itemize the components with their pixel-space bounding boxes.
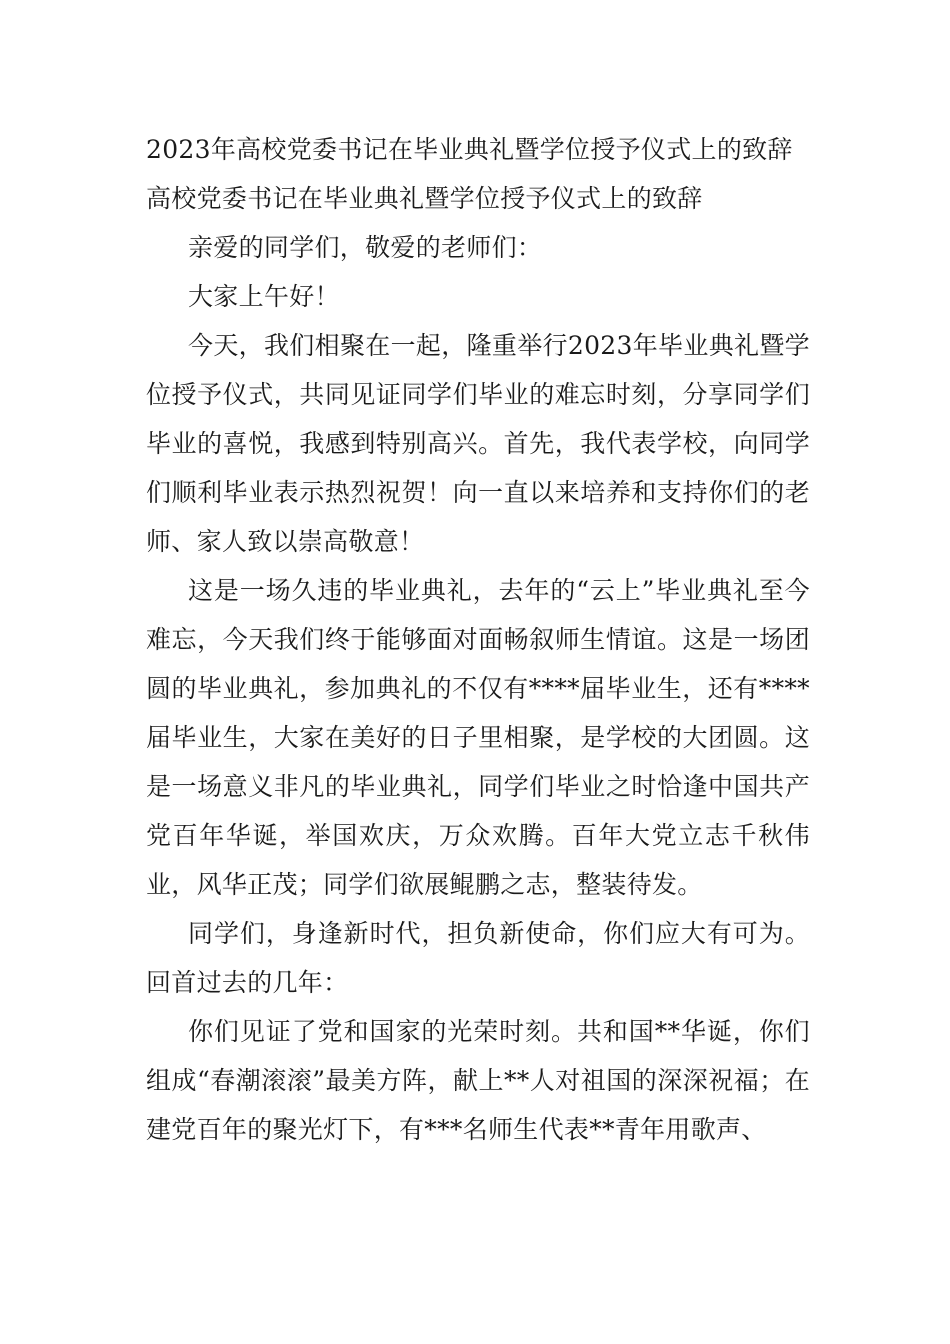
document-subtitle: 高校党委书记在毕业典礼暨学位授予仪式上的致辞 <box>146 184 703 213</box>
document-title: 2023年高校党委书记在毕业典礼暨学位授予仪式上的致辞 <box>146 135 793 164</box>
greeting: 大家上午好！ <box>188 282 340 311</box>
paragraph-opening: 今天，我们相聚在一起，隆重举行2023年毕业典礼暨学位授予仪式，共同见证同学们毕业的难忘时刻，分享同学们毕业的喜悦，我感到特别高兴。首先，我代表学校，向同学们顺利毕业表示热烈祝贺！向一直以来培养和支持你们的老师、家人致以崇高敬意！ <box>146 331 810 556</box>
paragraph-ceremony: 这是一场久违的毕业典礼，去年的“云上”毕业典礼至今难忘，今天我们终于能够面对面畅叙师生情谊。这是一场团圆的毕业典礼，参加典礼的不仅有****届毕业生，还有****届毕业生，大家在美好的日子里相聚，是学校的大团圆。这是一场意义非凡的毕业典礼，同学们毕业之时恰逢中国共产党百年华诞，举国欢庆，万众欢腾。百年大党立志千秋伟业，风华正茂；同学们欲展鲲鹏之志，整装待发。 <box>146 576 810 899</box>
document-body <box>146 125 810 1154</box>
paragraph-new-era: 同学们，身逢新时代，担负新使命，你们应大有可为。回首过去的几年： <box>146 919 810 997</box>
paragraph-witness: 你们见证了党和国家的光荣时刻。共和国**华诞，你们组成“春潮滚滚”最美方阵，献上**人对祖国的深深祝福；在建党百年的聚光灯下，有***名师生代表**青年用歌声、 <box>146 1017 810 1144</box>
salutation: 亲爱的同学们，敬爱的老师们： <box>188 233 543 262</box>
